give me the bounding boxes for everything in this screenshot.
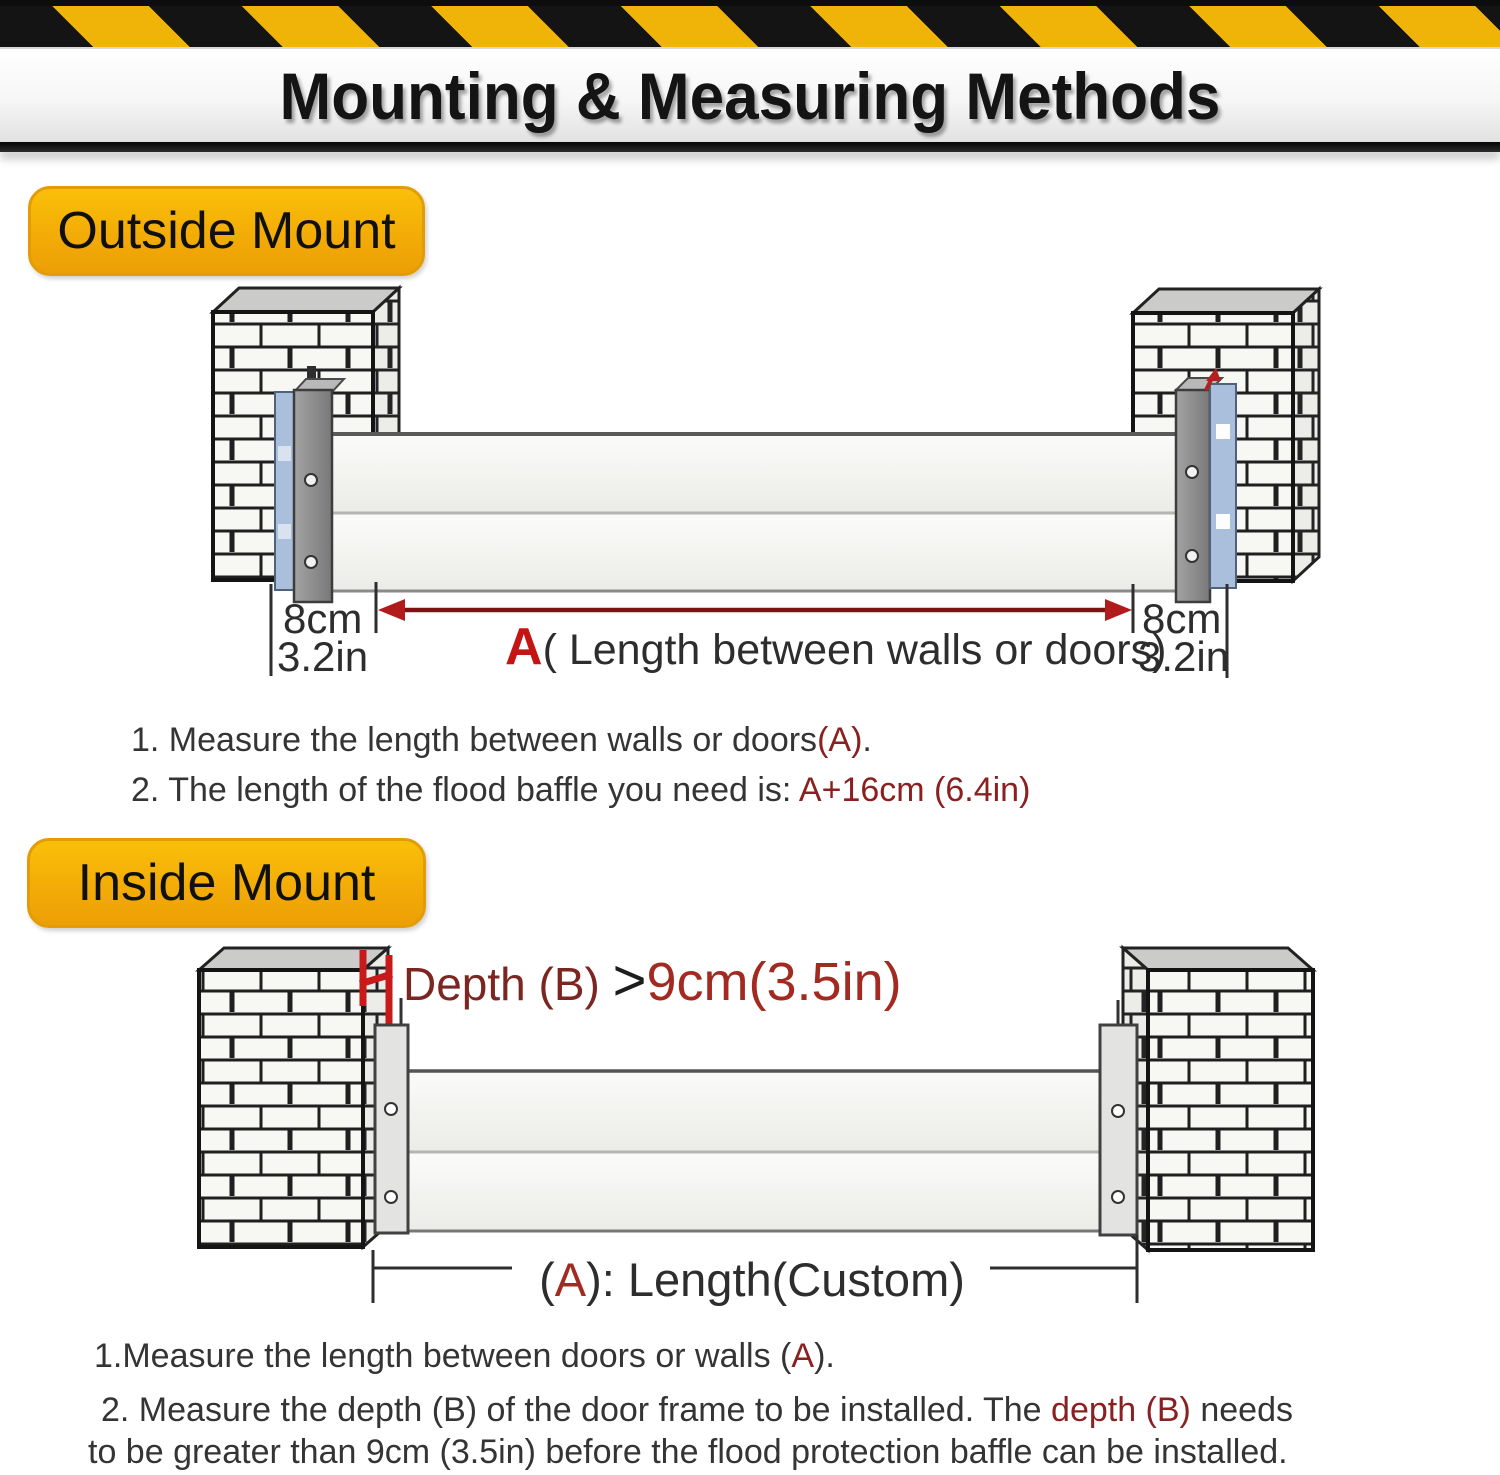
inside-length-label: (A): Length(Custom)	[539, 1253, 965, 1306]
page-title: Mounting & Measuring Methods	[279, 59, 1221, 133]
length-letter-a: A	[505, 618, 543, 676]
inside-mount-diagram	[0, 940, 1500, 1335]
inside-step-2-line-2: to be greater than 9cm (3.5in) before the flood protection baffle can be installed.	[88, 1433, 1288, 1471]
inside-right-bracket	[1100, 1000, 1137, 1235]
screw-hole	[385, 1103, 397, 1115]
screw-hole	[385, 1191, 397, 1203]
outside-mount-badge	[28, 186, 425, 276]
screw-hole	[305, 556, 317, 568]
outside-mount-diagram	[0, 280, 1500, 700]
depth-label: Depth (B) >9cm(3.5in)	[403, 948, 902, 1013]
outside-flood-baffle	[330, 433, 1176, 592]
inside-step-2-line-1: 2. Measure the depth (B) of the door frame to be installed. The depth (B) needs	[101, 1391, 1293, 1429]
length-arrow	[378, 599, 1132, 621]
inside-right-pillar	[1123, 948, 1313, 1250]
inside-mount-badge	[27, 838, 426, 928]
inside-left-bracket	[375, 998, 408, 1233]
hazard-stripe-band	[0, 6, 1500, 49]
right-offset-cm: 8cm	[1142, 595, 1222, 642]
inside-step-1: 1.Measure the length between doors or walls (A).	[94, 1337, 835, 1375]
screw-hole	[1112, 1105, 1124, 1117]
outside-step-2: 2. The length of the flood baffle you need is: A+16cm (6.4in)	[131, 771, 1031, 809]
outside-mount-badge-label: Outside Mount	[57, 202, 396, 260]
title-divider	[0, 142, 1500, 152]
screw-hole	[305, 474, 317, 486]
screw-hole	[1186, 550, 1198, 562]
left-offset-in: 3.2in	[277, 633, 369, 680]
inside-flood-baffle	[408, 1070, 1100, 1232]
screw-hole	[1112, 1191, 1124, 1203]
left-offset-cm: 8cm	[283, 595, 363, 642]
screw-hole	[1186, 466, 1198, 478]
outside-step-1: 1. Measure the length between walls or doors(A).	[131, 721, 872, 759]
outside-right-bracket	[1176, 368, 1236, 602]
inside-mount-badge-label: Inside Mount	[77, 854, 376, 912]
length-arrow-label: A( Length between walls or doors)	[505, 618, 1167, 676]
right-offset-in: 3.2in	[1138, 633, 1230, 680]
